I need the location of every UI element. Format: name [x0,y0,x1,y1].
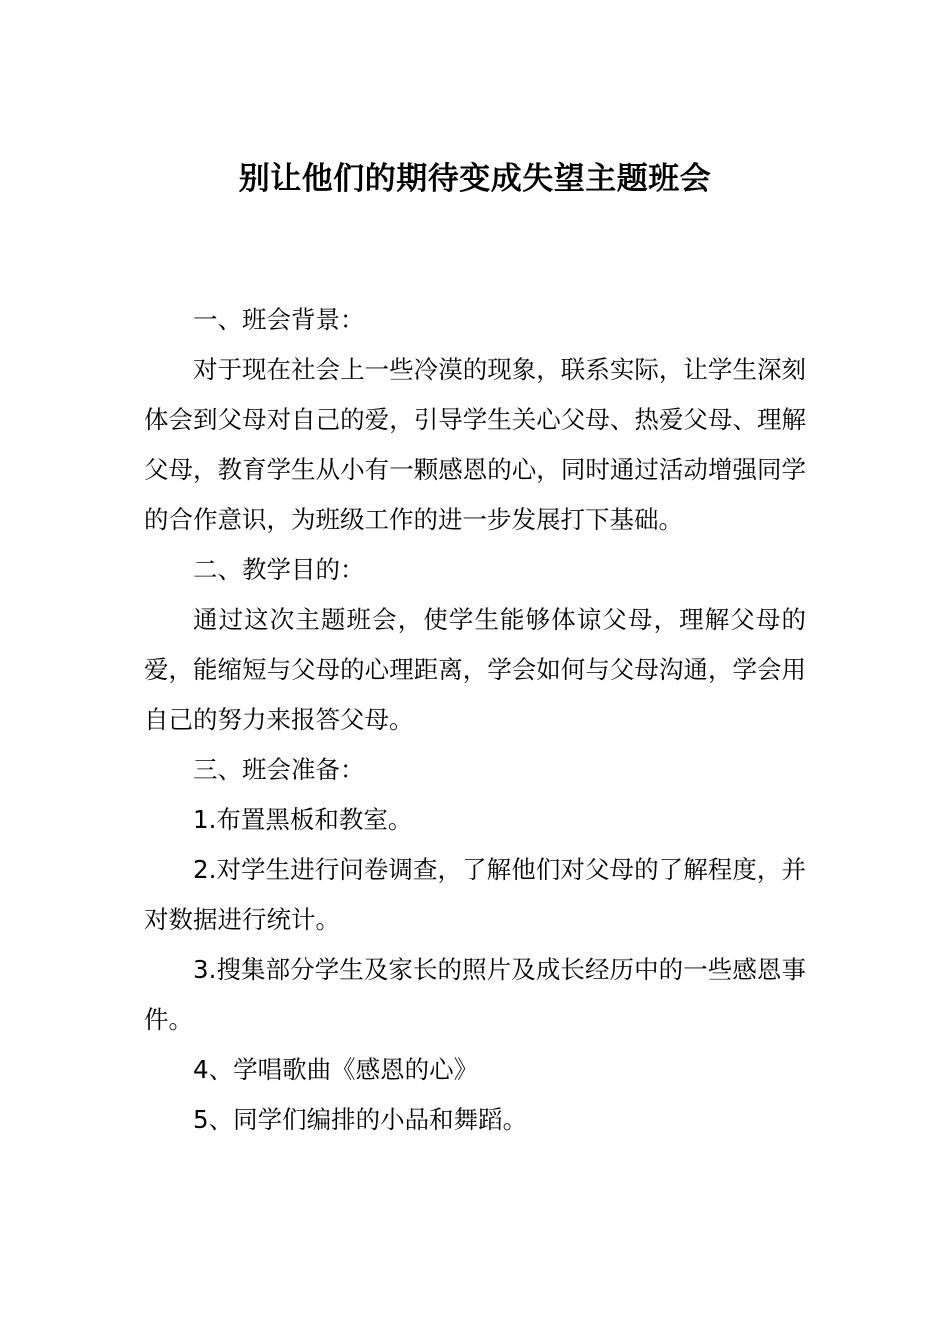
preparation-item-1: 1.布置黑板和教室。 [193,805,413,834]
preparation-item-3: 3.搜集部分学生及家长的照片及成长经历中的一些感恩事件。 [144,955,806,1034]
preparation-item-4: 4、学唱歌曲《感恩的心》 [193,1055,479,1084]
document-title: 别让他们的期待变成失望主题班会 [238,161,712,197]
section-heading-purpose: 二、教学目的： [193,555,365,584]
purpose-paragraph: 通过这次主题班会，使学生能够体谅父母，理解父母的爱，能缩短与父母的心理距离，学会如何与父母沟通，学会用自己的努力来报答父母。 [144,605,806,734]
document-body [144,295,806,1145]
preparation-item-5: 5、同学们编排的小品和舞蹈。 [193,1105,528,1134]
background-paragraph: 对于现在社会上一些冷漠的现象，联系实际，让学生深刻体会到父母对自己的爱，引导学生关心父母、热爱父母、理解父母，教育学生从小有一颗感恩的心，同时通过活动增强同学的合作意识，为班级工作的进一步发展打下基础。 [144,355,806,534]
section-heading-background: 一、班会背景： [193,305,365,334]
preparation-item-2: 2.对学生进行问卷调查，了解他们对父母的了解程度，并对数据进行统计。 [144,855,806,934]
section-heading-preparation: 三、班会准备： [193,755,365,784]
